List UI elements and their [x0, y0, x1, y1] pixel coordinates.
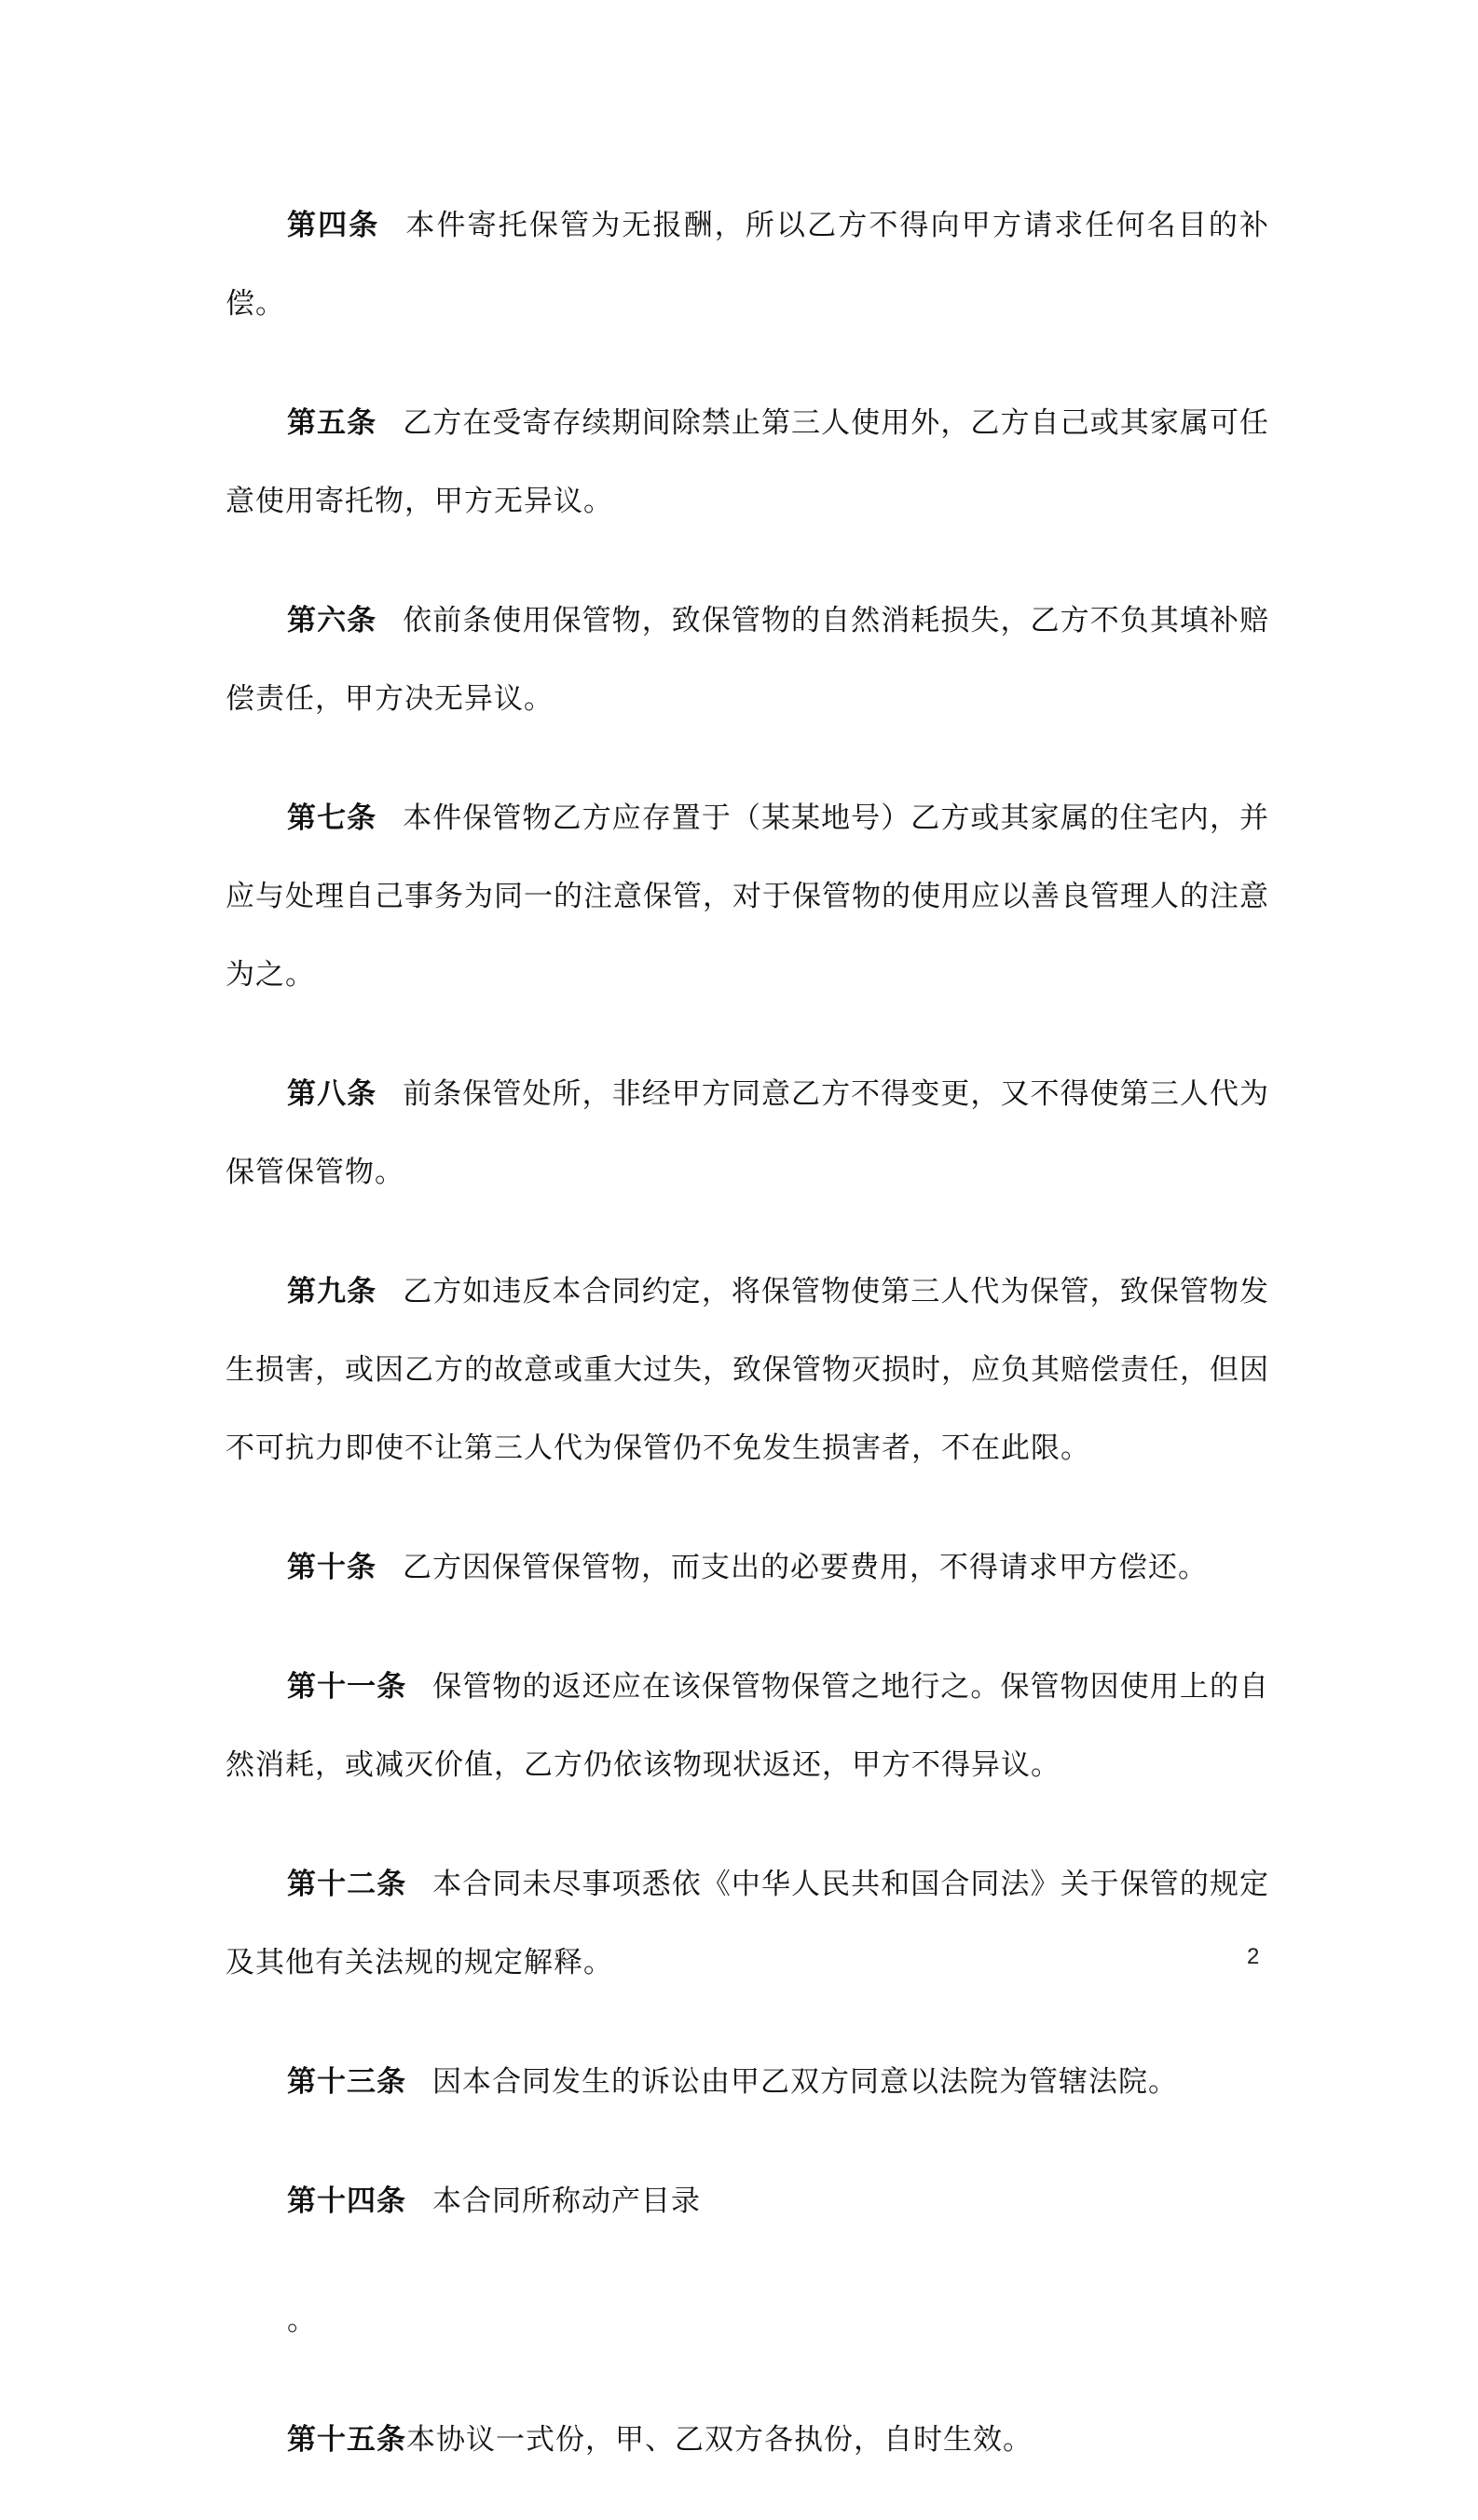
article-text: 依前条使用保管物，致保管物的自然消耗损失，乙方不负其填补赔偿责任，甲方决无异议。 [226, 604, 1270, 716]
article-12 [226, 1845, 1269, 2002]
article-label: 第六条 [287, 604, 377, 637]
article-label: 第十三条 [287, 2065, 406, 2099]
article-text: 乙方如违反本合同约定，将保管物使第三人代为保管，致保管物发生损害，或因乙方的故意或重大过失，致保管物灭损时，应负其赔偿责任，但因不可抗力即使不让第三人代为保管仍不免发生损害者，不在此限。 [226, 1275, 1270, 1465]
article-label: 第七条 [287, 801, 377, 835]
article-text: 保管物的返还应在该保管物保管之地行之。保管物因使用上的自然消耗，或减灭价值，乙方仍依该物现状返还，甲方不得异议。 [226, 1670, 1270, 1782]
article-15 [226, 2401, 1269, 2479]
article-text: 本合同未尽事项悉依《中华人民共和国合同法》关于保管的规定及其他有关法规的规定解释。 [226, 1868, 1270, 1979]
article-label: 第八条 [287, 1077, 377, 1111]
article-label: 第九条 [287, 1275, 377, 1308]
article-text: 因本合同发生的诉讼由甲乙双方同意以法院为管辖法院。 [432, 2065, 1178, 2099]
article-6 [226, 582, 1269, 738]
article-4 [226, 186, 1269, 343]
article-text: 本件寄托保管为无报酬，所以乙方不得向甲方请求任何名目的补偿。 [226, 209, 1270, 321]
period-mark: 。 [287, 2304, 317, 2337]
article-5 [226, 384, 1269, 541]
article-label: 第十五条 [287, 2423, 406, 2457]
article-label: 第五条 [287, 406, 377, 440]
article-10 [226, 1528, 1269, 1607]
article-text: 本协议一式份，甲、乙双方各执份，自时生效。 [406, 2423, 1033, 2457]
article-label: 第十四条 [287, 2184, 406, 2218]
article-13 [226, 2043, 1269, 2121]
article-label: 第十二条 [287, 1868, 407, 1901]
article-8 [226, 1055, 1269, 1212]
article-label: 第十条 [287, 1551, 376, 1584]
page-number: 2 [1247, 1944, 1260, 1969]
article-text: 前条保管处所，非经甲方同意乙方不得变更，又不得使第三人代为保管保管物。 [226, 1077, 1270, 1189]
article-text: 乙方在受寄存续期间除禁止第三人使用外，乙方自己或其家属可任意使用寄托物，甲方无异议。 [226, 406, 1270, 518]
article-text: 本件保管物乙方应存置于（某某地号）乙方或其家属的住宅内，并应与处理自己事务为同一的注意保管，对于保管物的使用应以善良管理人的注意为之。 [226, 801, 1270, 992]
article-11 [226, 1648, 1269, 1804]
article-7 [226, 779, 1269, 1014]
article-text: 本合同所称动产目录 [432, 2184, 701, 2218]
article-label: 第四条 [287, 209, 380, 242]
article-14 [226, 2162, 1269, 2240]
article-label: 第十一条 [287, 1670, 407, 1704]
contract-body [226, 186, 1269, 2520]
article-9 [226, 1253, 1269, 1487]
blank-item-line [287, 2281, 1269, 2360]
article-text: 乙方因保管保管物，而支出的必要费用，不得请求甲方偿还。 [403, 1551, 1208, 1584]
